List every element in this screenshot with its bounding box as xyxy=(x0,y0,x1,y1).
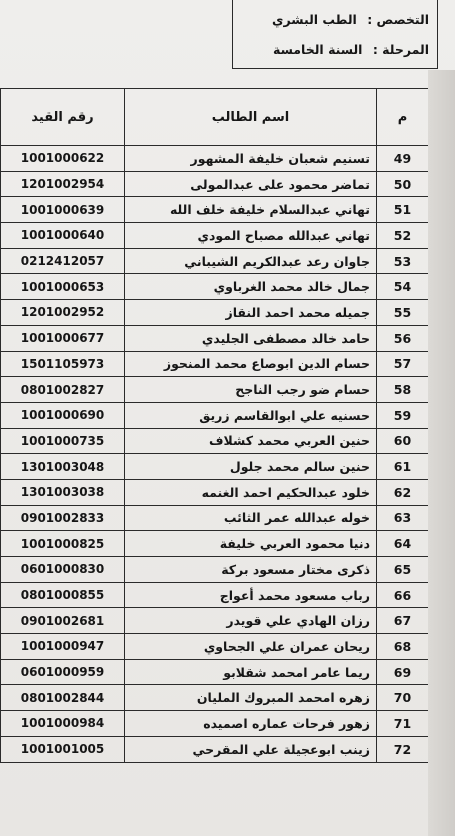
registration-number: 1201002952 xyxy=(1,300,125,326)
student-name: زينب ابوعجيلة علي المقرحي xyxy=(125,736,377,762)
registration-number: 1001000622 xyxy=(1,146,125,172)
registration-number: 1001000653 xyxy=(1,274,125,300)
table-row xyxy=(1,531,429,557)
row-number: 67 xyxy=(377,608,429,634)
stage-line xyxy=(273,42,429,57)
student-name: خوله عبدالله عمر الثائب xyxy=(125,505,377,531)
registration-number: 0801002844 xyxy=(1,685,125,711)
student-name: ريحان عمران علي الجحاوي xyxy=(125,634,377,660)
table-row xyxy=(1,300,429,326)
registration-number: 1001000984 xyxy=(1,711,125,737)
student-name: رزان الهادي علي قويدر xyxy=(125,608,377,634)
student-name: تسنيم شعبان خليفة المشهور xyxy=(125,146,377,172)
row-number: 72 xyxy=(377,736,429,762)
table-row xyxy=(1,505,429,531)
student-name: ذكرى مختار مسعود بركة xyxy=(125,557,377,583)
registration-number: 1501105973 xyxy=(1,351,125,377)
student-name: خلود عبدالحكيم احمد الغنمه xyxy=(125,479,377,505)
specialization-value: الطب البشري xyxy=(272,12,357,27)
students-table xyxy=(0,88,429,763)
registration-number: 0901002833 xyxy=(1,505,125,531)
student-name: تهاني عبدالسلام خليفة خلف الله xyxy=(125,197,377,223)
table-row xyxy=(1,146,429,172)
registration-number: 0901002681 xyxy=(1,608,125,634)
table-row xyxy=(1,248,429,274)
row-number: 57 xyxy=(377,351,429,377)
student-name: تماضر محمود على عبدالمولى xyxy=(125,171,377,197)
row-number: 64 xyxy=(377,531,429,557)
row-number: 55 xyxy=(377,300,429,326)
student-name: جميله محمد احمد النقاز xyxy=(125,300,377,326)
student-name: حسام الدين ابوصاع محمد المنحوز xyxy=(125,351,377,377)
specialization-line xyxy=(272,12,429,27)
student-name: ريما عامر امحمد شقلابو xyxy=(125,659,377,685)
registration-number: 1001000639 xyxy=(1,197,125,223)
table-row xyxy=(1,171,429,197)
row-number: 54 xyxy=(377,274,429,300)
registration-number: 0801000855 xyxy=(1,582,125,608)
row-number: 65 xyxy=(377,557,429,583)
student-name: جاوان رعد عبدالكريم الشيباني xyxy=(125,248,377,274)
table-row xyxy=(1,377,429,403)
registration-number: 1301003038 xyxy=(1,479,125,505)
table-row xyxy=(1,325,429,351)
student-name: جمال خالد محمد الغرباوي xyxy=(125,274,377,300)
table-row xyxy=(1,454,429,480)
student-name: رباب مسعود محمد أعواج xyxy=(125,582,377,608)
row-number: 58 xyxy=(377,377,429,403)
row-number: 51 xyxy=(377,197,429,223)
registration-number: 1001000825 xyxy=(1,531,125,557)
registration-number: 0801002827 xyxy=(1,377,125,403)
row-number: 71 xyxy=(377,711,429,737)
registration-number: 1001000690 xyxy=(1,402,125,428)
registration-number: 0212412057 xyxy=(1,248,125,274)
table-row xyxy=(1,197,429,223)
col-header-id: رقم القيد xyxy=(1,89,125,146)
registration-number: 0601000830 xyxy=(1,557,125,583)
row-number: 60 xyxy=(377,428,429,454)
row-number: 69 xyxy=(377,659,429,685)
table-row xyxy=(1,634,429,660)
registration-number: 1301003048 xyxy=(1,454,125,480)
student-name: زهره امحمد المبروك المليان xyxy=(125,685,377,711)
student-name: حسنيه علي ابوالقاسم زريق xyxy=(125,402,377,428)
row-number: 62 xyxy=(377,479,429,505)
row-number: 70 xyxy=(377,685,429,711)
student-name: تهاني عبدالله مصباح المودي xyxy=(125,223,377,249)
col-header-number: م xyxy=(377,89,429,146)
registration-number: 1201002954 xyxy=(1,171,125,197)
row-number: 52 xyxy=(377,223,429,249)
row-number: 53 xyxy=(377,248,429,274)
table-row xyxy=(1,608,429,634)
row-number: 63 xyxy=(377,505,429,531)
registration-number: 1001001005 xyxy=(1,736,125,762)
table-row xyxy=(1,582,429,608)
table-row xyxy=(1,685,429,711)
table-row xyxy=(1,274,429,300)
row-number: 49 xyxy=(377,146,429,172)
table-row xyxy=(1,557,429,583)
row-number: 56 xyxy=(377,325,429,351)
row-number: 61 xyxy=(377,454,429,480)
table-header-row xyxy=(1,89,429,146)
table-row xyxy=(1,428,429,454)
stage-value: السنة الخامسة xyxy=(273,42,363,57)
row-number: 50 xyxy=(377,171,429,197)
registration-number: 1001000947 xyxy=(1,634,125,660)
student-name: زهور فرحات عماره اصميده xyxy=(125,711,377,737)
student-name: حنين العربي محمد كشلاف xyxy=(125,428,377,454)
row-number: 66 xyxy=(377,582,429,608)
specialization-label: التخصص : xyxy=(367,12,429,27)
row-number: 59 xyxy=(377,402,429,428)
student-name: حنين سالم محمد جلول xyxy=(125,454,377,480)
table-row xyxy=(1,402,429,428)
table-row xyxy=(1,223,429,249)
student-name: حسام ضو رجب الناجح xyxy=(125,377,377,403)
student-name: حامد خالد مصطفى الجليدي xyxy=(125,325,377,351)
student-name: دنيا محمود العربي خليفة xyxy=(125,531,377,557)
table-row xyxy=(1,351,429,377)
table-row xyxy=(1,736,429,762)
registration-number: 1001000640 xyxy=(1,223,125,249)
row-number: 68 xyxy=(377,634,429,660)
table-row xyxy=(1,711,429,737)
table-row xyxy=(1,659,429,685)
registration-number: 0601000959 xyxy=(1,659,125,685)
col-header-name: اسم الطالب xyxy=(125,89,377,146)
header-box xyxy=(232,0,438,69)
table-row xyxy=(1,479,429,505)
stage-label: المرحلة : xyxy=(372,42,429,57)
page-edge-shadow xyxy=(428,70,455,836)
registration-number: 1001000735 xyxy=(1,428,125,454)
registration-number: 1001000677 xyxy=(1,325,125,351)
